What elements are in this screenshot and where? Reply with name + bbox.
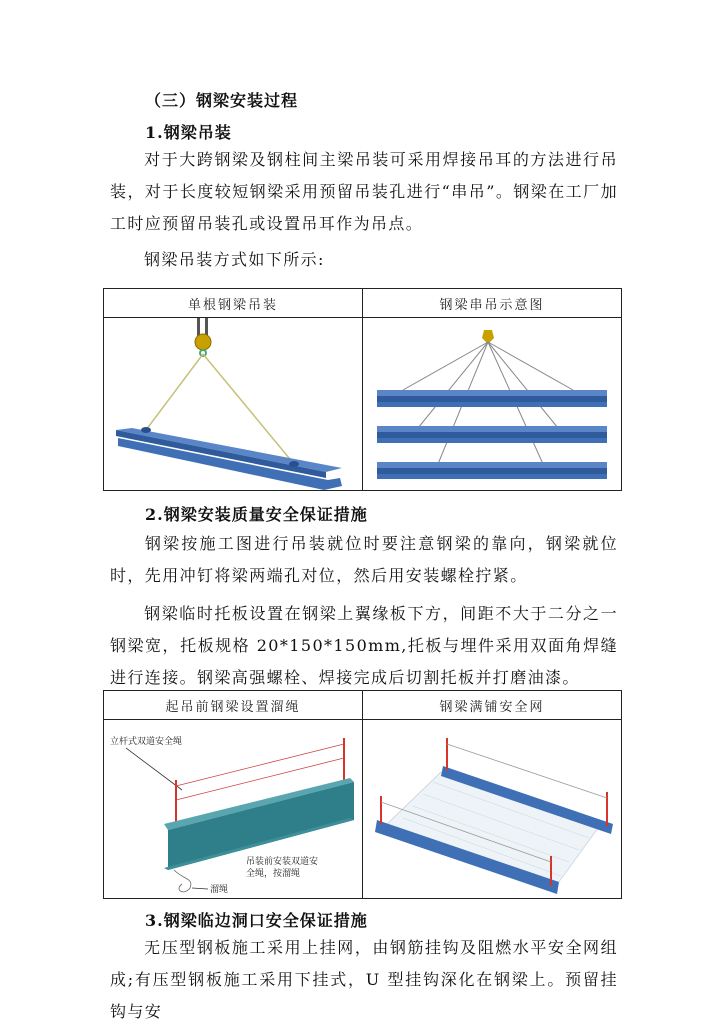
lifting-lug [141, 427, 151, 433]
figure-caption-safety-net: 钢梁满铺安全网 [363, 691, 622, 720]
figure-caption-single-lift: 单根钢梁吊装 [104, 289, 363, 318]
label-safety-rope: 立杆式双道安全绳 [110, 737, 183, 747]
figure-table-lifting [103, 288, 622, 491]
callout-line [126, 748, 182, 790]
safety-net-illustration [363, 720, 621, 898]
figure-cell-single-lift [104, 318, 363, 491]
crane-hook-icon [195, 334, 211, 350]
lifting-lug [289, 461, 299, 467]
subsection-heading-3: 3.钢梁临边洞口安全保证措施 [145, 911, 368, 930]
section-title: （三）钢梁安装过程 [145, 91, 299, 110]
paragraph-support-plate [110, 598, 618, 694]
paragraph-lifting-method [110, 144, 618, 240]
beam-1 [377, 390, 607, 407]
single-beam-lift-illustration [104, 318, 362, 490]
paragraph-text: 无压型钢板施工采用上挂网，由钢筋挂钩及阻燃水平安全网组成;有压型钢板施工采用下挂式，U 型挂钩深化在钢梁上。预留挂钩与安 [110, 938, 618, 1021]
tag-line-rope [174, 870, 191, 892]
paragraph-text: 钢梁临时托板设置在钢梁上翼缘板下方，间距不大于二分之一钢梁宽，托板规格 20*150*150mm,托板与埋件采用双面角焊缝进行连接。钢梁高强螺栓、焊接完成后切割托板并打磨油漆。 [110, 604, 618, 687]
tag-line-illustration [104, 720, 362, 898]
subsection-heading-2: 2.钢梁安装质量安全保证措施 [145, 505, 368, 524]
beam-2 [377, 426, 607, 443]
safety-rope-upper [176, 744, 344, 786]
label-tag-line: 溜绳 [210, 885, 229, 895]
paragraph-installation-note [110, 528, 618, 592]
callout-line [192, 888, 208, 889]
figure-cell-tag-line [104, 720, 363, 899]
beam-3 [377, 462, 607, 479]
paragraph-lifting-intro [110, 244, 618, 276]
tandem-lift-illustration [363, 318, 621, 490]
paragraph-edge-protection [110, 932, 618, 1028]
figure-cell-safety-net [363, 720, 622, 899]
figure-cell-tandem-lift [363, 318, 622, 491]
paragraph-text: 钢梁按施工图进行吊装就位时要注意钢梁的靠向，钢梁就位时，先用冲钉将梁两端孔对位，然后用安装螺栓拧紧。 [110, 534, 618, 585]
sling-rope-left [146, 354, 203, 430]
subsection-heading-1: 1.钢梁吊装 [145, 123, 232, 142]
paragraph-text: 对于大跨钢梁及钢柱间主梁吊装可采用焊接吊耳的方法进行吊装，对于长度较短钢梁采用预留吊装孔进行“串吊”。钢梁在工厂加工时应预留吊装孔或设置吊耳作为吊点。 [110, 150, 618, 233]
crane-cable [205, 318, 208, 336]
figure-caption-tag-line: 起吊前钢梁设置溜绳 [104, 691, 363, 720]
crane-cable [197, 318, 200, 336]
figure-caption-tandem-lift: 钢梁串吊示意图 [363, 289, 622, 318]
label-install-note-2: 全绳，按溜绳 [246, 869, 301, 879]
paragraph-text: 钢梁吊装方式如下所示: [144, 250, 325, 269]
label-install-note: 吊装前安装双道安 [246, 857, 319, 867]
crane-hook-icon [482, 330, 494, 344]
figure-table-safety [103, 690, 622, 899]
beam-web [116, 430, 326, 478]
